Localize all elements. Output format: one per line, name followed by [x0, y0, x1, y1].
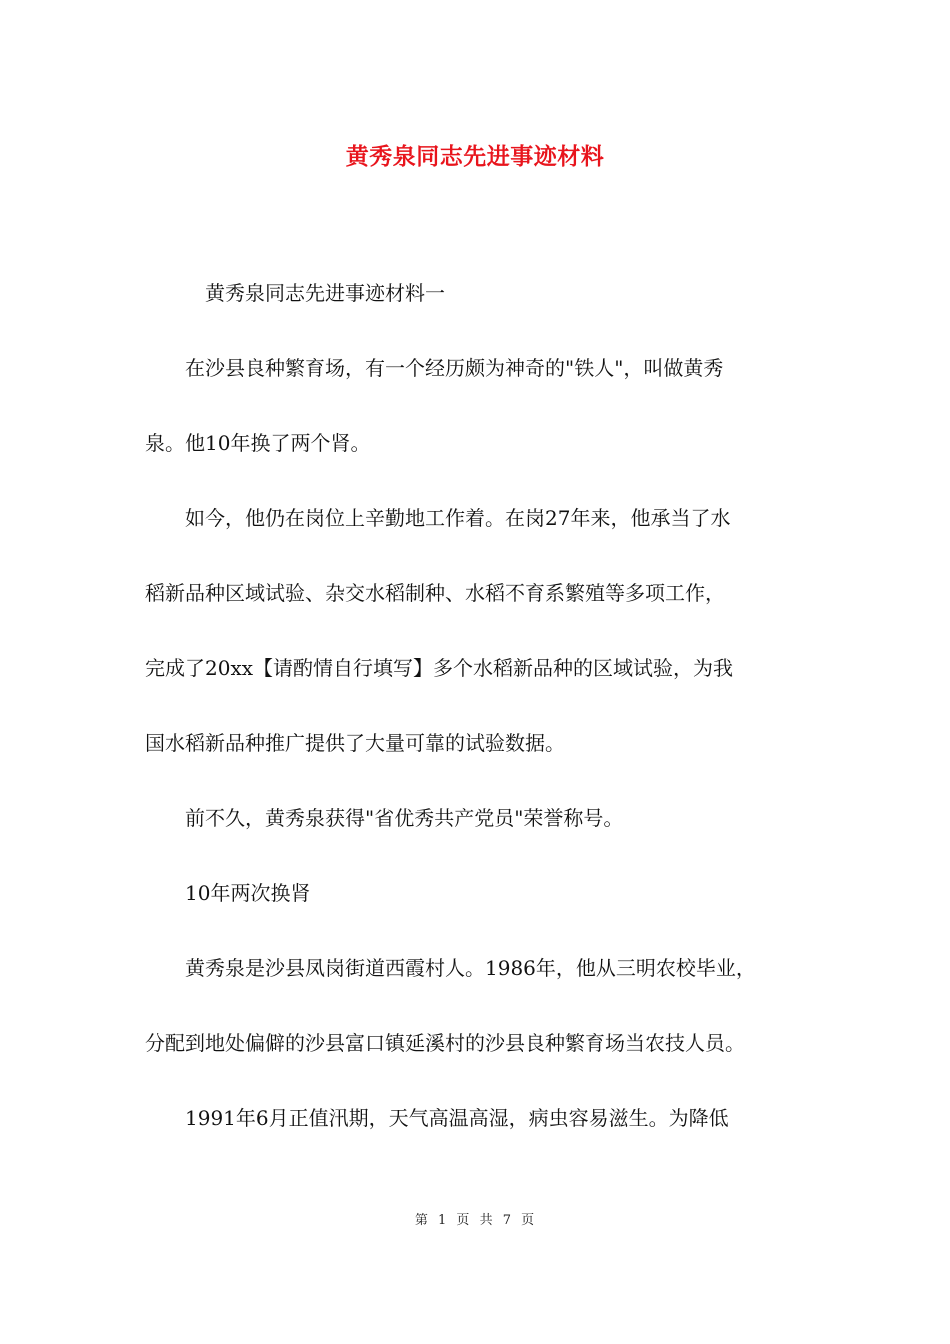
- footer-page-unit: 页: [456, 1213, 471, 1228]
- body-line: 在沙县良种繁育场，有一个经历颇为神奇的"铁人"，叫做黄秀: [145, 356, 724, 380]
- page-footer: [0, 1209, 950, 1228]
- footer-page-label: 第: [414, 1213, 429, 1228]
- section-heading: 黄秀泉同志先进事迹材料一: [145, 281, 445, 305]
- body-line: 泉。他10年换了两个肾。: [145, 431, 371, 455]
- body-line: 前不久，黄秀泉获得"省优秀共产党员"荣誉称号。: [145, 806, 624, 830]
- footer-total-unit: 页: [521, 1213, 536, 1228]
- body-line: 完成了20xx【请酌情自行填写】多个水稻新品种的区域试验，为我: [145, 656, 734, 680]
- footer-total-label: 共: [479, 1213, 494, 1228]
- footer-page-number: 1: [437, 1213, 448, 1228]
- body-line: 黄秀泉是沙县凤岗街道西霞村人。1986年，他从三明农校毕业，: [145, 956, 756, 980]
- body-line: 国水稻新品种推广提供了大量可靠的试验数据。: [145, 731, 565, 755]
- body-line: 1991年6月正值汛期，天气高温高湿，病虫容易滋生。为降低: [145, 1106, 729, 1130]
- subheading: 10年两次换肾: [145, 881, 311, 905]
- footer-total-pages: 7: [502, 1213, 512, 1228]
- document-title: 黄秀泉同志先进事迹材料: [345, 143, 605, 170]
- body-line: 稻新品种区域试验、杂交水稻制种、水稻不育系繁殖等多项工作，: [145, 581, 725, 605]
- body-line: 分配到地处偏僻的沙县富口镇延溪村的沙县良种繁育场当农技人员。: [145, 1031, 745, 1055]
- body-line: 如今，他仍在岗位上辛勤地工作着。在岗27年来，他承当了水: [145, 506, 731, 530]
